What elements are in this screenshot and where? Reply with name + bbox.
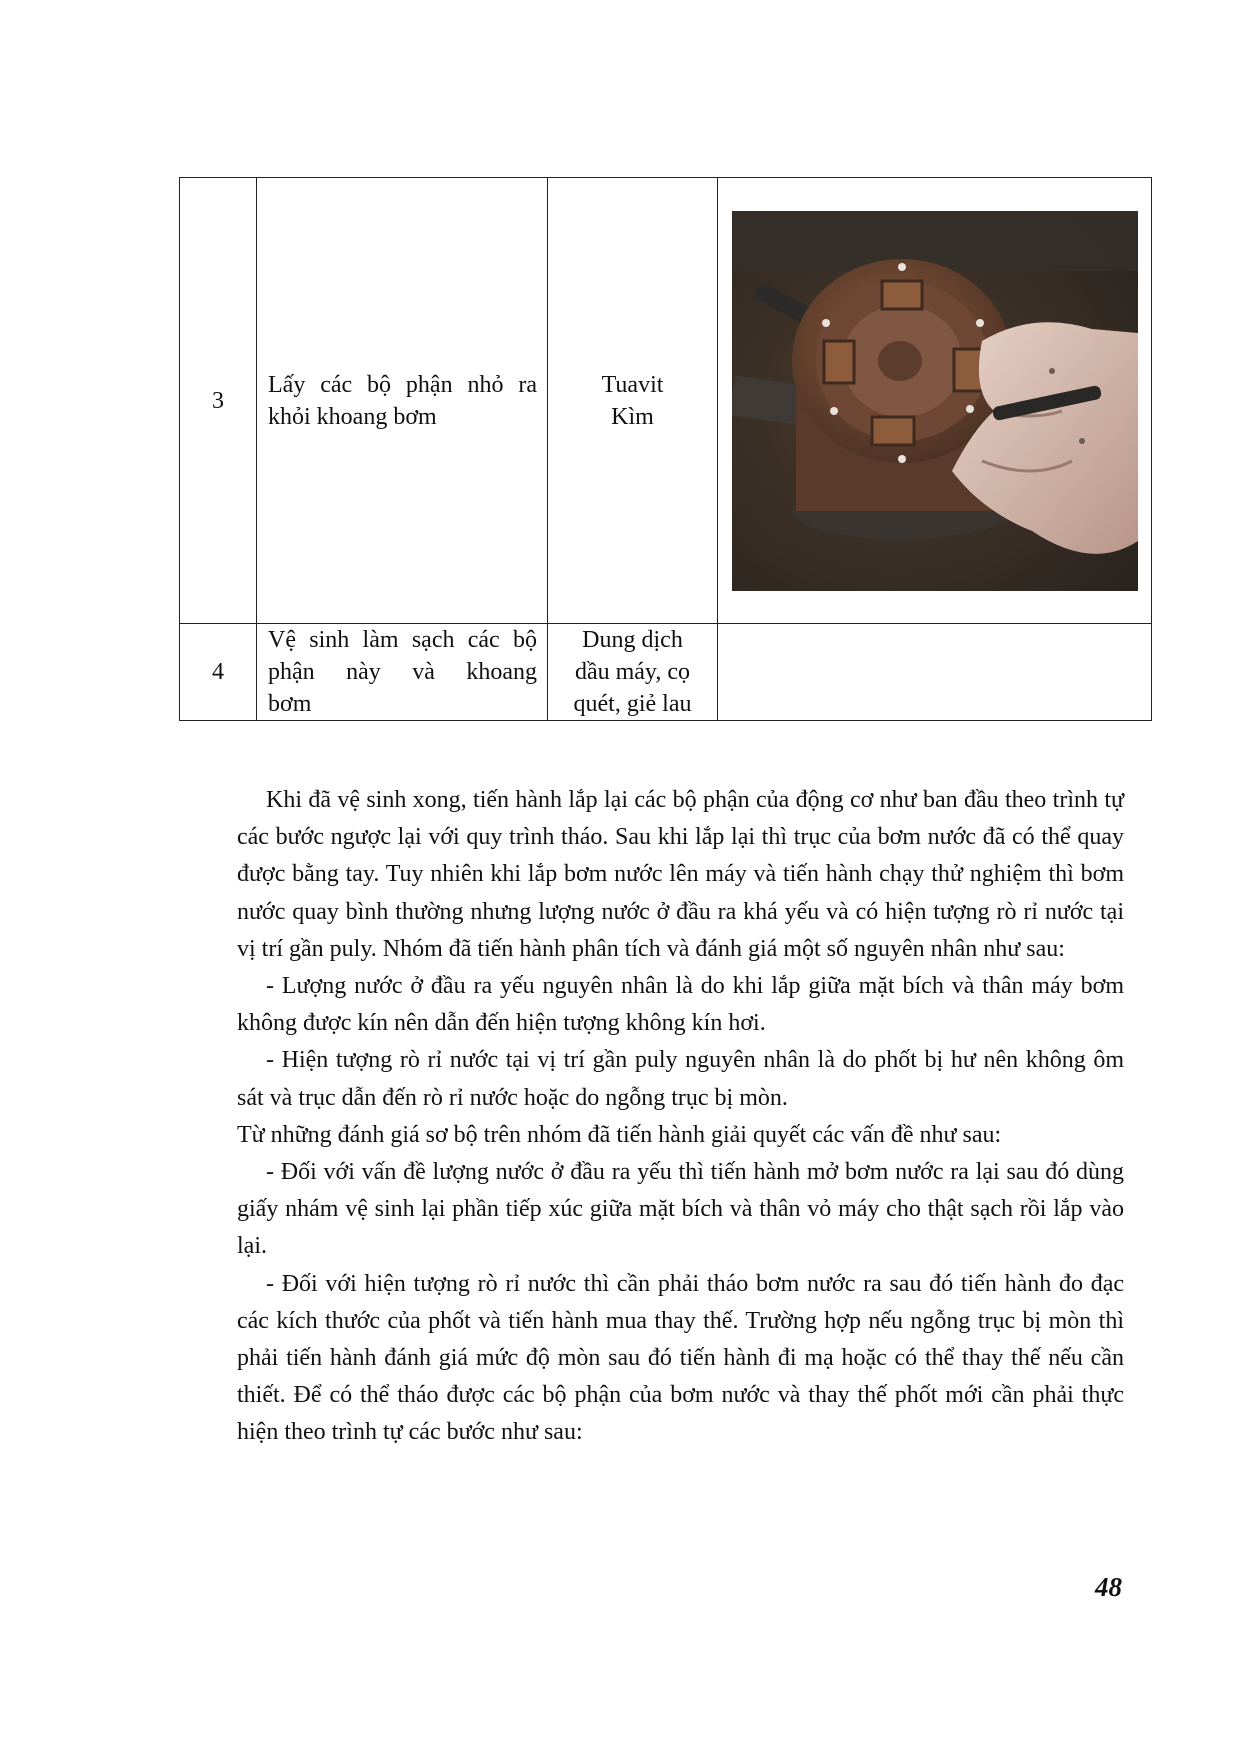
step-description: Lấy các bộ phận nhỏ ra khỏi khoang bơm — [257, 178, 548, 624]
step-photo-cell — [718, 178, 1152, 624]
procedure-table — [179, 177, 1152, 721]
step-description: Vệ sinh làm sạch các bộ phận này và khoang bơm — [257, 624, 548, 721]
page-number: 48 — [1095, 1572, 1122, 1602]
body-text — [237, 782, 1124, 1452]
step-number: 3 — [180, 178, 257, 624]
paragraph: - Đối với vấn đề lượng nước ở đầu ra yếu thì tiến hành mở bơm nước ra lại sau đó dùng giấy nhám vệ sinh lại phần tiếp xúc giữa mặt bích và thân vỏ máy cho thật sạch rồi lắp vào lại. — [237, 1159, 1124, 1260]
paragraph: - Hiện tượng rò rỉ nước tại vị trí gần puly nguyên nhân là do phốt bị hư nên không ôm sát và trục dẫn đến rò rỉ nước hoặc do ngỗng trục bị mòn. — [237, 1047, 1124, 1111]
table-row — [180, 178, 1152, 624]
paragraph: Từ những đánh giá sơ bộ trên nhóm đã tiến hành giải quyết các vấn đề như sau: — [237, 1121, 1002, 1148]
table-row — [180, 624, 1152, 721]
paragraph: - Đối với hiện tượng rò rỉ nước thì cần phải tháo bơm nước ra sau đó tiến hành đo đạc các kích thước của phốt và tiến hành mua thay thế. Trường hợp nếu ngỗng trục bị mòn thì phải tiến hành đánh giá mức độ mòn sau đó tiến hành đi mạ hoặc có thể thay thế nếu cần thiết. Để có thể tháo được các bộ phận của bơm nước và thay thế phốt mới cần phải thực hiện theo trình tự các bước như sau: — [237, 1270, 1124, 1446]
paragraph: Khi đã vệ sinh xong, tiến hành lắp lại các bộ phận của động cơ như ban đầu theo trình tự các bước ngược lại với quy trình tháo. Sau khi lắp lại thì trục của bơm nước đã có thể quay được bằng tay. Tuy nhiên khi lắp bơm nước lên máy và tiến hành chạy thử nghiệm thì bơm nước quay bình thường nhưng lượng nước ở đầu ra khá yếu và có hiện tượng rò rỉ nước tại vị trí gần puly. Nhóm đã tiến hành phân tích và đánh giá một số nguyên nhân như sau: — [237, 787, 1124, 962]
step-tools: Tuavit Kìm — [548, 178, 718, 624]
pump-housing-photo — [732, 211, 1138, 591]
step-number: 4 — [180, 624, 257, 721]
paragraph: - Lượng nước ở đầu ra yếu nguyên nhân là do khi lắp giữa mặt bích và thân máy bơm không được kín nên dẫn đến hiện tượng không kín hơi. — [237, 973, 1124, 1037]
empty-photo-cell — [718, 624, 1152, 721]
step-tools: Dung dịch dầu máy, cọ quét, giẻ lau — [548, 624, 718, 721]
